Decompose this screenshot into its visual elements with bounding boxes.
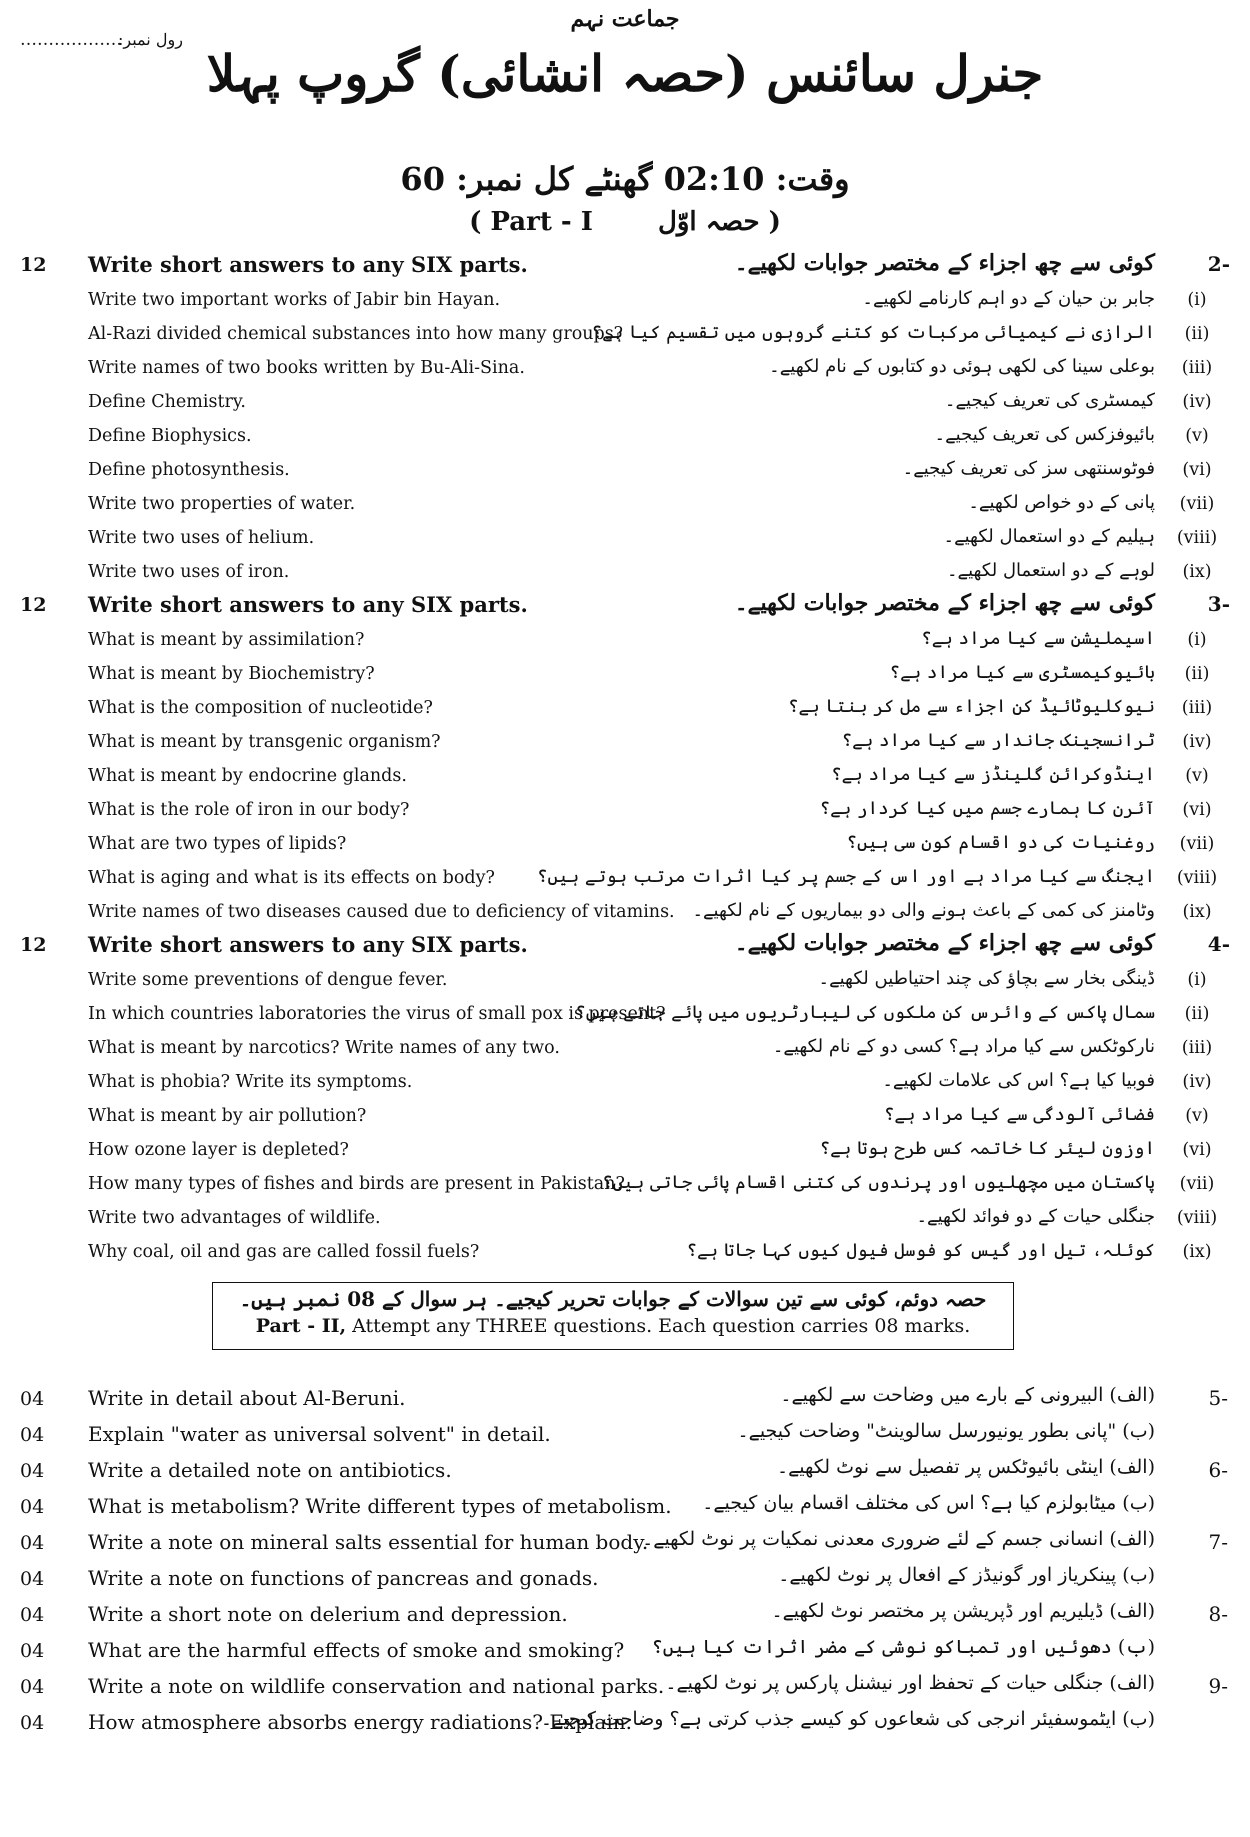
- sub-question-en: Write two important works of Jabir bin Hayan.: [88, 290, 501, 310]
- sub-question: [0, 1168, 1250, 1202]
- class-line: جماعت نہم: [570, 6, 680, 32]
- sub-question: [0, 284, 1250, 318]
- long-question-number: 5-: [1208, 1386, 1228, 1410]
- sub-question-numeral: (viii): [1176, 1208, 1218, 1228]
- sub-question-ur: لوہے کے دو استعمال لکھیے۔: [946, 560, 1155, 581]
- sub-question: [0, 318, 1250, 352]
- long-question-ur: (ب) دھوئیں اور تمباکو نوشی کے مضر اثرات کیا ہیں؟: [651, 1636, 1155, 1658]
- sub-question-en: What is meant by assimilation?: [88, 630, 365, 650]
- sub-question-en: How ozone layer is depleted?: [88, 1140, 349, 1160]
- sub-question-en: Why coal, oil and gas are called fossil fuels?: [88, 1242, 480, 1262]
- sub-question-ur: بائیوکیمسٹری سے کیا مراد ہے؟: [889, 662, 1155, 683]
- long-question-ur: (الف) اینٹی بائیوٹکس پر تفصیل سے نوٹ لکھیے۔: [777, 1456, 1155, 1478]
- sub-question-en: What is meant by endocrine glands.: [88, 766, 407, 786]
- sub-question: [0, 1202, 1250, 1236]
- sub-question: [0, 420, 1250, 454]
- long-question-ur: (الف) ڈیلیریم اور ڈپریشن پر مختصر نوٹ لکھیے۔: [771, 1600, 1155, 1622]
- sub-question-numeral: (iii): [1181, 1038, 1213, 1058]
- long-question-marks: 04: [20, 1496, 45, 1518]
- part-two-instructions-ur: حصہ دوئم، کوئی سے تین سوالات کے جوابات تحریر کیجیے۔ ہر سوال کے 08 نمبر ہیں۔: [239, 1287, 987, 1311]
- sub-question-en: What is meant by air pollution?: [88, 1106, 367, 1126]
- question-heading-en: Write short answers to any SIX parts.: [88, 592, 528, 617]
- sub-question: [0, 964, 1250, 998]
- sub-question: [0, 488, 1250, 522]
- long-question: [0, 1418, 1250, 1452]
- sub-question-numeral: (iii): [1181, 358, 1213, 378]
- long-question-en: Write a note on wildlife conservation and national parks.: [88, 1674, 665, 1698]
- sub-question-ur: اسیملیشن سے کیا مراد ہے؟: [921, 628, 1155, 649]
- long-question-en: How atmosphere absorbs energy radiations? Explain.: [88, 1710, 632, 1734]
- sub-question-en: Write names of two books written by Bu-Ali-Sina.: [88, 358, 525, 378]
- sub-question-ur: ہیلیم کے دو استعمال لکھیے۔: [943, 526, 1155, 547]
- sub-question-en: Write two uses of iron.: [88, 562, 290, 582]
- sub-question-en: What is phobia? Write its symptoms.: [88, 1072, 413, 1092]
- sub-question-numeral: (vii): [1179, 494, 1215, 514]
- sub-question-ur: فوٹوسنتھی سز کی تعریف کیجیے۔: [902, 458, 1155, 479]
- sub-question: [0, 556, 1250, 590]
- part-one-en: ( Part - I: [469, 207, 593, 237]
- roll-number-label: رول نمبر:: [118, 30, 183, 49]
- sub-question: [0, 1032, 1250, 1066]
- sub-question-numeral: (v): [1185, 426, 1209, 446]
- sub-question: [0, 862, 1250, 896]
- question-heading: [0, 590, 1250, 624]
- sub-question-numeral: (vii): [1179, 1174, 1215, 1194]
- long-question-ur: (الف) انسانی جسم کے لئے ضروری معدنی نمکیات پر نوٹ لکھیے۔: [642, 1528, 1155, 1550]
- sub-question: [0, 1066, 1250, 1100]
- sub-question-en: What is meant by Biochemistry?: [88, 664, 375, 684]
- sub-question-numeral: (vi): [1182, 1140, 1212, 1160]
- sub-question-ur: کیمسٹری کی تعریف کیجیے۔: [944, 390, 1155, 411]
- sub-question-ur: ایجنگ سے کیا مراد ہے اور اس کے جسم پر کیا اثرات مرتب ہوتے ہیں؟: [537, 866, 1155, 887]
- long-question-en: Write a note on functions of pancreas and gonads.: [88, 1566, 599, 1590]
- long-question-marks: 04: [20, 1388, 45, 1410]
- question-heading-ur: کوئی سے چھ اجزاء کے مختصر جوابات لکھیے۔: [734, 930, 1155, 956]
- part-two-instructions-text: Attempt any THREE questions. Each question carries 08 marks.: [346, 1315, 971, 1337]
- long-question-number: 7-: [1208, 1530, 1228, 1554]
- long-question-marks: 04: [20, 1424, 45, 1446]
- sub-question-ur: نیوکلیوٹائیڈ کن اجزاء سے مل کر بنتا ہے؟: [787, 696, 1155, 717]
- question-number: 3-: [1207, 592, 1230, 616]
- question-heading-ur: کوئی سے چھ اجزاء کے مختصر جوابات لکھیے۔: [734, 590, 1155, 616]
- long-question: [0, 1634, 1250, 1668]
- sub-question: [0, 726, 1250, 760]
- sub-question-ur: روغنیات کی دو اقسام کون سی ہیں؟: [846, 832, 1155, 853]
- long-question-en: Write a short note on delerium and depression.: [88, 1602, 568, 1626]
- sub-question-numeral: (viii): [1176, 528, 1218, 548]
- part-two-instructions-en: [213, 1315, 1013, 1337]
- long-question-en: Explain "water as universal solvent" in detail.: [88, 1422, 551, 1446]
- sub-question-en: What are two types of lipids?: [88, 834, 347, 854]
- long-question-marks: 04: [20, 1568, 45, 1590]
- long-question-en: Write a detailed note on antibiotics.: [88, 1458, 452, 1482]
- sub-question: [0, 454, 1250, 488]
- long-question-ur: (ب) ایٹموسفیئر انرجی کی شعاعوں کو کیسے جذب کرتی ہے؟ وضاحت کیجیے۔: [540, 1708, 1155, 1730]
- sub-question-numeral: (vi): [1182, 460, 1212, 480]
- sub-question-numeral: (ix): [1182, 562, 1212, 582]
- roll-number-dots: ………………: [20, 30, 122, 50]
- question-marks: 12: [20, 934, 47, 956]
- part-two-label: Part - II,: [255, 1315, 347, 1337]
- long-question-number: 6-: [1208, 1458, 1228, 1482]
- long-question-marks: 04: [20, 1532, 45, 1554]
- sub-question-numeral: (ii): [1184, 324, 1210, 344]
- sub-question: [0, 352, 1250, 386]
- long-question-marks: 04: [20, 1460, 45, 1482]
- sub-question-en: What is meant by narcotics? Write names of any two.: [88, 1038, 560, 1058]
- sub-question-ur: سمال پاکس کے وائرس کن ملکوں کی لیبارٹریوں میں پائے جاتے ہیں؟: [575, 1002, 1155, 1023]
- sub-question-ur: نارکوٹکس سے کیا مراد ہے؟ کسی دو کے نام لکھیے۔: [772, 1036, 1155, 1057]
- sub-question: [0, 998, 1250, 1032]
- long-question: [0, 1526, 1250, 1560]
- long-question-marks: 04: [20, 1640, 45, 1662]
- sub-question-ur: کوئلہ، تیل اور گیس کو فوسل فیول کیوں کہا جاتا ہے؟: [686, 1240, 1155, 1261]
- sub-question-en: How many types of fishes and birds are present in Pakistan?: [88, 1174, 625, 1194]
- sub-question-en: Define Biophysics.: [88, 426, 252, 446]
- sub-question-ur: پاکستان میں مچھلیوں اور پرندوں کی کتنی اقسام پائی جاتی ہیں؟: [602, 1172, 1155, 1193]
- sub-question: [0, 794, 1250, 828]
- long-question: [0, 1562, 1250, 1596]
- sub-question-ur: پانی کے دو خواص لکھیے۔: [968, 492, 1155, 513]
- sub-question-ur: الرازی نے کیمیائی مرکبات کو کتنے گروہوں میں تقسیم کیا ہے؟: [591, 322, 1155, 343]
- exam-title: جنرل سائنس (حصہ انشائی) گروپ پہلا: [206, 44, 1044, 103]
- sub-question-en: What is the role of iron in our body?: [88, 800, 410, 820]
- sub-question-ur: وٹامنز کی کمی کے باعث ہونے والی دو بیماریوں کے نام لکھیے۔: [692, 900, 1155, 921]
- long-question-ur: (ب) پینکریاز اور گونیڈز کے افعال پر نوٹ لکھیے۔: [778, 1564, 1155, 1586]
- sub-question: [0, 624, 1250, 658]
- time-and-marks: وقت: 02:10 گھنٹے کل نمبر: 60: [400, 160, 850, 198]
- question-marks: 12: [20, 594, 47, 616]
- long-question-marks: 04: [20, 1712, 45, 1734]
- sub-question-numeral: (iv): [1182, 1072, 1212, 1092]
- sub-question-en: In which countries laboratories the virus of small pox is present?: [88, 1004, 666, 1024]
- sub-question-en: Write some preventions of dengue fever.: [88, 970, 448, 990]
- question-number: 4-: [1207, 932, 1230, 956]
- sub-question-ur: فوبیا کیا ہے؟ اس کی علامات لکھیے۔: [882, 1070, 1155, 1091]
- question-heading-en: Write short answers to any SIX parts.: [88, 932, 528, 957]
- long-question: [0, 1490, 1250, 1524]
- sub-question-numeral: (iv): [1182, 392, 1212, 412]
- part-one-heading: [0, 207, 1250, 237]
- long-question-number: 8-: [1208, 1602, 1228, 1626]
- sub-question-numeral: (v): [1185, 766, 1209, 786]
- sub-question-en: Write two advantages of wildlife.: [88, 1208, 381, 1228]
- sub-question-numeral: (v): [1185, 1106, 1209, 1126]
- long-question-en: Write a note on mineral salts essential for human body.: [88, 1530, 649, 1554]
- sub-question-en: What is aging and what is its effects on body?: [88, 868, 495, 888]
- sub-question-numeral: (vii): [1179, 834, 1215, 854]
- sub-question-ur: ٹرانسجینک جاندار سے کیا مراد ہے؟: [841, 730, 1155, 751]
- sub-question-numeral: (i): [1187, 290, 1207, 310]
- long-question-ur: (ب) میٹابولزم کیا ہے؟ اس کی مختلف اقسام بیان کیجیے۔: [702, 1492, 1155, 1514]
- question-heading-en: Write short answers to any SIX parts.: [88, 252, 528, 277]
- part-one-ur: حصہ اوّل ): [657, 207, 781, 237]
- sub-question: [0, 1100, 1250, 1134]
- question-marks: 12: [20, 254, 47, 276]
- sub-question-numeral: (i): [1187, 630, 1207, 650]
- part-two-instructions-box: [212, 1282, 1014, 1350]
- sub-question-en: Write names of two diseases caused due to deficiency of vitamins.: [88, 902, 675, 922]
- question-heading: [0, 250, 1250, 284]
- long-question-ur: (ب) "پانی بطور یونیورسل سالوینٹ" وضاحت کیجیے۔: [737, 1420, 1155, 1442]
- long-question-en: What are the harmful effects of smoke and smoking?: [88, 1638, 625, 1662]
- long-question-number: 9-: [1208, 1674, 1228, 1698]
- sub-question: [0, 522, 1250, 556]
- long-question: [0, 1706, 1250, 1740]
- sub-question: [0, 828, 1250, 862]
- sub-question-ur: جنگلی حیات کے دو فوائد لکھیے۔: [916, 1206, 1155, 1227]
- sub-question: [0, 658, 1250, 692]
- sub-question-ur: اینڈوکرائن گلینڈز سے کیا مراد ہے؟: [831, 764, 1155, 785]
- long-question-en: Write in detail about Al-Beruni.: [88, 1386, 406, 1410]
- sub-question-numeral: (vi): [1182, 800, 1212, 820]
- sub-question-ur: جابر بن حیان کے دو اہم کارنامے لکھیے۔: [862, 288, 1155, 309]
- sub-question-numeral: (ii): [1184, 664, 1210, 684]
- sub-question-en: Al-Razi divided chemical substances into how many groups?: [88, 324, 624, 344]
- sub-question-en: Write two uses of helium.: [88, 528, 315, 548]
- sub-question-numeral: (ix): [1182, 902, 1212, 922]
- sub-question-ur: بائیوفزکس کی تعریف کیجیے۔: [934, 424, 1155, 445]
- long-question: [0, 1454, 1250, 1488]
- sub-question-en: What is the composition of nucleotide?: [88, 698, 433, 718]
- sub-question: [0, 1134, 1250, 1168]
- sub-question: [0, 692, 1250, 726]
- sub-question: [0, 1236, 1250, 1270]
- sub-question-ur: اوزون لیئر کا خاتمہ کس طرح ہوتا ہے؟: [819, 1138, 1155, 1159]
- sub-question-numeral: (ii): [1184, 1004, 1210, 1024]
- sub-question-en: Define photosynthesis.: [88, 460, 290, 480]
- sub-question-ur: ڈینگی بخار سے بچاؤ کی چند احتیاطیں لکھیے۔: [818, 968, 1155, 989]
- sub-question: [0, 386, 1250, 420]
- sub-question-ur: آئرن کا ہمارے جسم میں کیا کردار ہے؟: [819, 798, 1155, 819]
- sub-question-en: Write two properties of water.: [88, 494, 356, 514]
- long-question-marks: 04: [20, 1676, 45, 1698]
- sub-question-numeral: (iv): [1182, 732, 1212, 752]
- sub-question-en: What is meant by transgenic organism?: [88, 732, 441, 752]
- sub-question-numeral: (iii): [1181, 698, 1213, 718]
- sub-question-numeral: (ix): [1182, 1242, 1212, 1262]
- long-question: [0, 1670, 1250, 1704]
- question-number: 2-: [1207, 252, 1230, 276]
- sub-question-ur: بوعلی سینا کی لکھی ہوئی دو کتابوں کے نام لکھیے۔: [769, 356, 1155, 377]
- question-heading-ur: کوئی سے چھ اجزاء کے مختصر جوابات لکھیے۔: [734, 250, 1155, 276]
- long-question: [0, 1598, 1250, 1632]
- long-question-ur: (الف) البیرونی کے بارے میں وضاحت سے لکھیے۔: [780, 1384, 1155, 1406]
- sub-question: [0, 760, 1250, 794]
- sub-question-numeral: (i): [1187, 970, 1207, 990]
- long-question-marks: 04: [20, 1604, 45, 1626]
- sub-question-en: Define Chemistry.: [88, 392, 246, 412]
- sub-question-numeral: (viii): [1176, 868, 1218, 888]
- long-question-en: What is metabolism? Write different types of metabolism.: [88, 1494, 672, 1518]
- long-question: [0, 1382, 1250, 1416]
- question-heading: [0, 930, 1250, 964]
- sub-question: [0, 896, 1250, 930]
- sub-question-ur: فضائی آلودگی سے کیا مراد ہے؟: [883, 1104, 1155, 1125]
- long-question-ur: (الف) جنگلی حیات کے تحفظ اور نیشنل پارکس پر نوٹ لکھیے۔: [665, 1672, 1155, 1694]
